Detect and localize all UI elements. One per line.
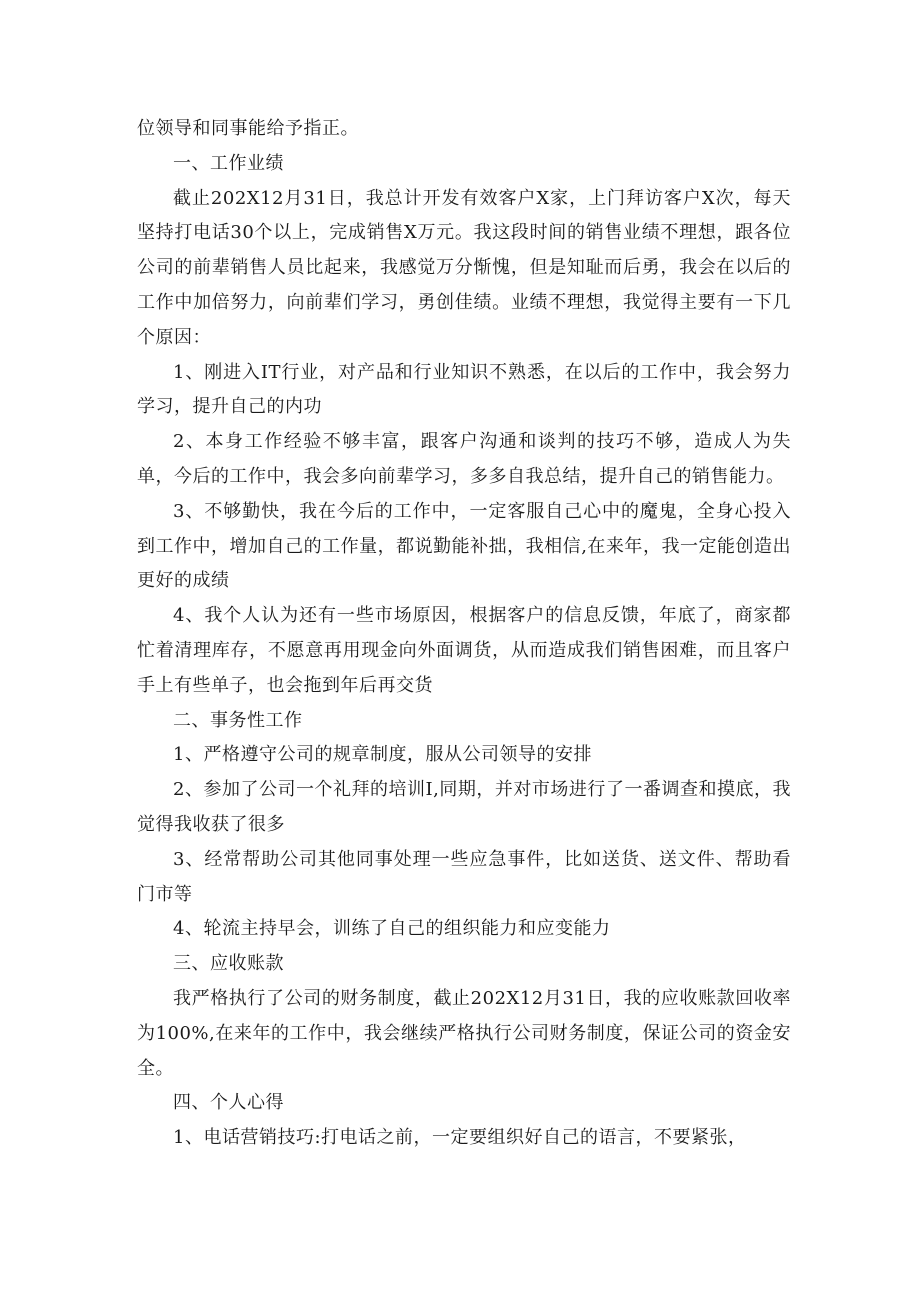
list-item-reason-3: 3、不够勤快，我在今后的工作中，一定客服自己心中的魔鬼，全身心投入到工作中，增加自己的工作量，都说勤能补拙，我相信,在来年，我一定能创造出更好的成绩 xyxy=(137,500,791,592)
paragraph-continuation: 位领导和同事能给予指正。 xyxy=(137,118,359,139)
list-item-routine-3: 3、经常帮助公司其他同事处理一些应急事件，比如送货、送文件、帮助看门市等 xyxy=(137,848,791,905)
paragraph-performance-summary: 截止202X12月31日，我总计开发有效客户X家，上门拜访客户X次，每天坚持打电话30个以上，完成销售X万元。我这段时间的销售业绩不理想，跟各位公司的前辈销售人员比起来，我感觉万分惭愧，但是知耻而后勇，我会在以后的工作中加倍努力，向前辈们学习，勇创佳绩。业绩不理想，我觉得主要有一下几个原因： xyxy=(137,187,791,348)
list-item-routine-1: 1、严格遵守公司的规章制度，服从公司领导的安排 xyxy=(173,744,592,766)
list-item-routine-2: 2、参加了公司一个礼拜的培训I,同期，并对市场进行了一番调查和摸底，我觉得我收获了很多 xyxy=(137,779,791,835)
list-item-reason-2: 2、本身工作经验不够丰富，跟客户沟通和谈判的技巧不够，造成人为失单，今后的工作中，我会多向前辈学习，多多自我总结，提升自己的销售能力。 xyxy=(137,431,791,487)
section-heading-routine-work: 二、事务性工作 xyxy=(173,709,303,731)
document-body xyxy=(137,112,791,1156)
list-item-reason-4: 4、我个人认为还有一些市场原因，根据客户的信息反馈，年底了，商家都忙着清理库存，不愿意再用现金向外面调货，从而造成我们销售困难，而且客户手上有些单子，也会拖到年后再交货 xyxy=(137,605,791,696)
section-heading-work-performance: 一、工作业绩 xyxy=(173,152,284,174)
section-heading-receivables: 三、应收账款 xyxy=(173,953,284,975)
section-heading-personal-insights: 四、个人心得 xyxy=(173,1092,284,1114)
paragraph-receivables: 我严格执行了公司的财务制度，截止202X12月31日，我的应收账款回收率为100%,在来年的工作中，我会继续严格执行公司财务制度，保证公司的资金安全。 xyxy=(137,987,791,1079)
list-item-reason-1: 1、刚进入IT行业，对产品和行业知识不熟悉，在以后的工作中，我会努力学习，提升自己的内功 xyxy=(137,361,791,418)
list-item-routine-4: 4、轮流主持早会，训练了自己的组织能力和应变能力 xyxy=(173,918,611,940)
list-item-insight-1: 1、电话营销技巧:打电话之前，一定要组织好自己的语言，不要紧张， xyxy=(173,1127,747,1149)
